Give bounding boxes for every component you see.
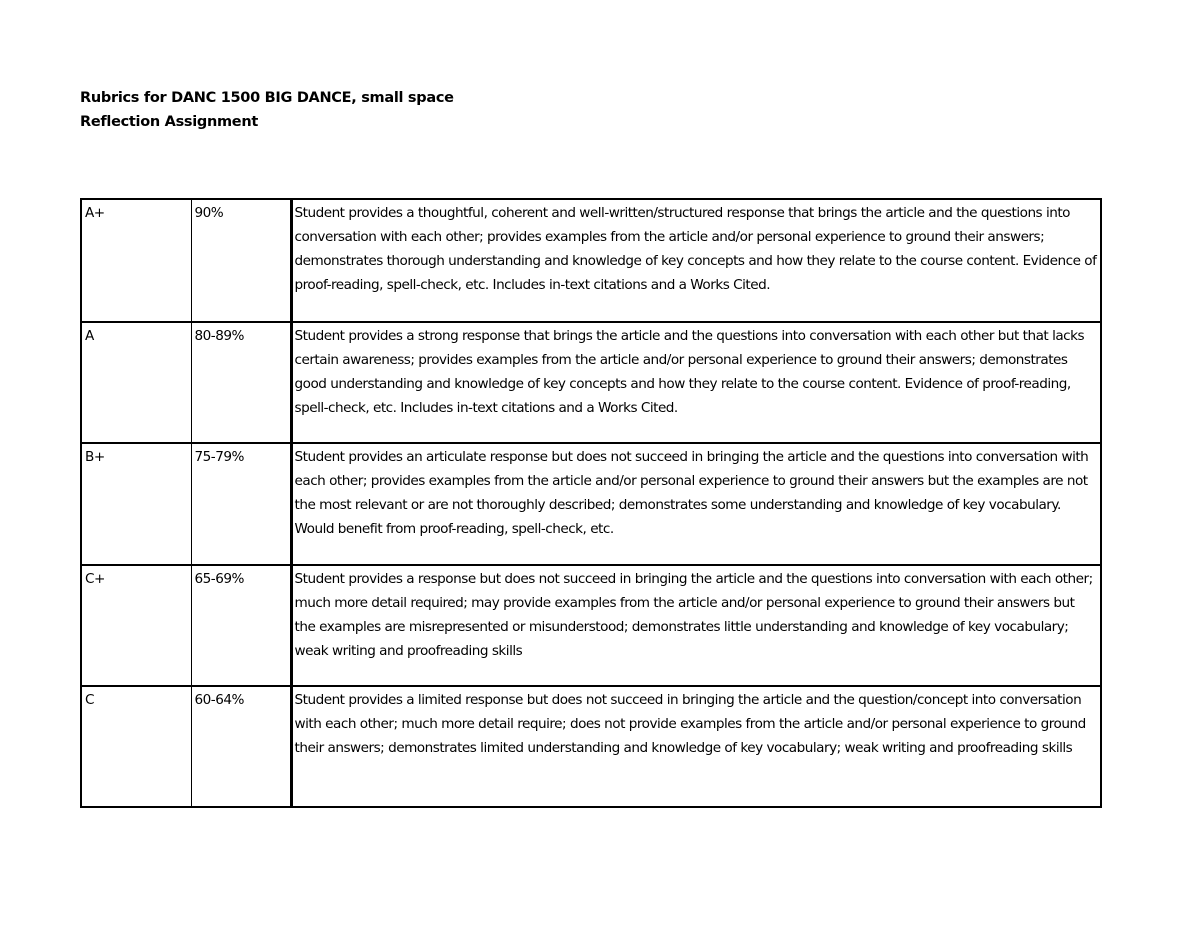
rubric-row — [81, 565, 1101, 686]
percent-cell: 60-64% — [191, 686, 291, 807]
percent-cell: 75-79% — [191, 443, 291, 565]
document-title: Rubrics for DANC 1500 BIG DANCE, small space — [80, 90, 454, 106]
rubric-row — [81, 443, 1101, 565]
description-cell: Student provides an articulate response but does not succeed in bringing the article and the questions into conversation with each other; provides examples from the article and/or personal experience to ground their answers but the examples are not the most relevant or are not thoroughly described; demonstrates some understanding and knowledge of key vocabulary. Would benefit from proof-reading, spell-check, etc. — [291, 443, 1101, 565]
rubric-row — [81, 322, 1101, 443]
document-subtitle: Reflection Assignment — [80, 114, 258, 130]
percent-cell: 90% — [191, 199, 291, 322]
document-header — [80, 86, 454, 134]
description-cell: Student provides a response but does not succeed in bringing the article and the questions into conversation with each other; much more detail required; may provide examples from the article and/or personal experience to ground their answers but the examples are misrepresented or misunderstood; demonstrates little understanding and knowledge of key vocabulary; weak writing and proofreading skills — [291, 565, 1101, 686]
grade-cell: C — [81, 686, 191, 807]
description-cell: Student provides a limited response but does not succeed in bringing the article and the question/concept into conversation with each other; much more detail require; does not provide examples from the article and/or personal experience to ground their answers; demonstrates limited understanding and knowledge of key vocabulary; weak writing and proofreading skills — [291, 686, 1101, 807]
grade-cell: A — [81, 322, 191, 443]
description-cell: Student provides a thoughtful, coherent and well-written/structured response that brings the article and the questions into conversation with each other; provides examples from the article and/or personal experience to ground their answers; demonstrates thorough understanding and knowledge of key concepts and how they relate to the course content. Evidence of proof-reading, spell-check, etc. Includes in-text citations and a Works Cited. — [291, 199, 1101, 322]
description-cell: Student provides a strong response that brings the article and the questions into conversation with each other but that lacks certain awareness; provides examples from the article and/or personal experience to ground their answers; demonstrates good understanding and knowledge of key concepts and how they relate to the course content. Evidence of proof-reading, spell-check, etc. Includes in-text citations and a Works Cited. — [291, 322, 1101, 443]
percent-cell: 80-89% — [191, 322, 291, 443]
rubric-row — [81, 686, 1101, 807]
grade-cell: A+ — [81, 199, 191, 322]
grade-cell: B+ — [81, 443, 191, 565]
grade-cell: C+ — [81, 565, 191, 686]
rubric-table — [80, 198, 1102, 808]
percent-cell: 65-69% — [191, 565, 291, 686]
rubric-row — [81, 199, 1101, 322]
